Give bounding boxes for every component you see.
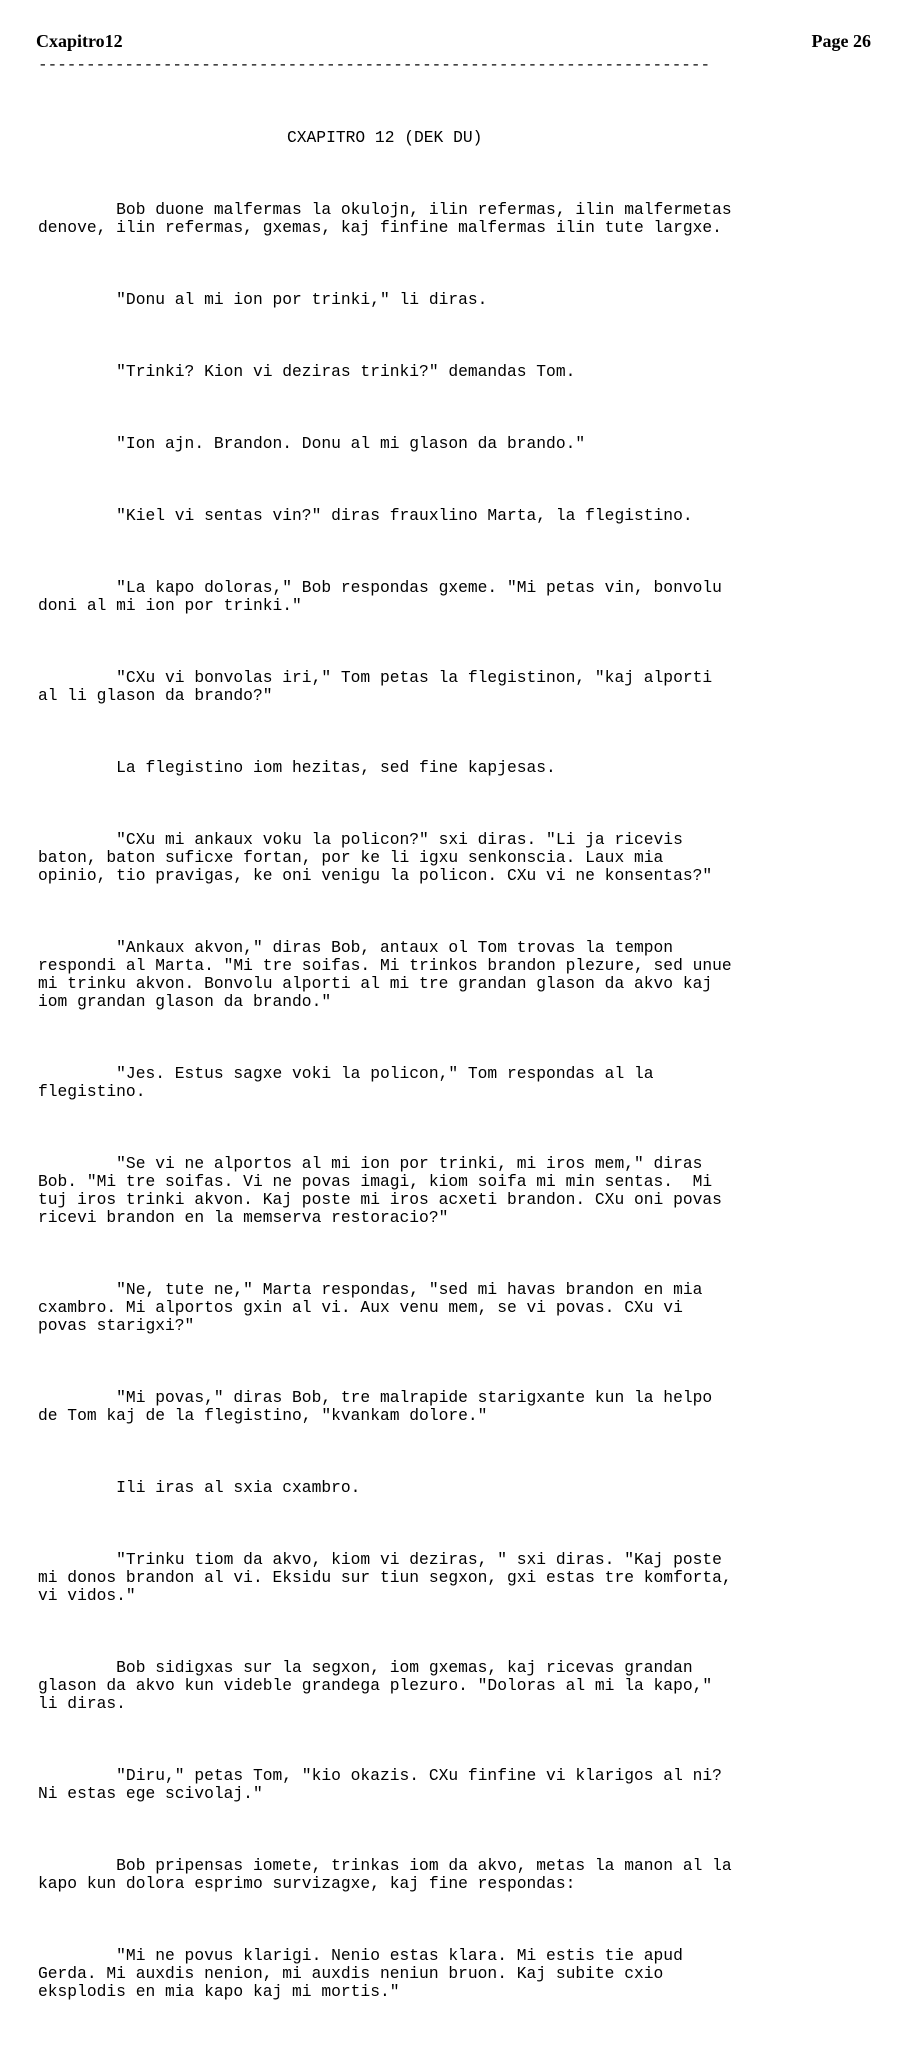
paragraph: "CXu mi ankaux voku la policon?" sxi diras. "Li ja ricevis baton, baton suficxe fortan, por ke li igxu senkonscia. Laux mia opinio, tio pravigas, ke oni venigu la policon. CXu vi ne konsentas?" — [38, 830, 713, 885]
paragraph: La flegistino iom hezitas, sed fine kapjesas. — [38, 758, 556, 777]
paragraph: Ili iras al sxia cxambro. — [38, 1478, 361, 1497]
paragraph: Bob duone malfermas la okulojn, ilin refermas, ilin malfermetas denove, ilin refermas, gxemas, kaj finfine malfermas ilin tute largxe. — [38, 200, 732, 237]
paragraph: "Mi ne povus klarigi. Nenio estas klara. Mi estis tie apud Gerda. Mi auxdis nenion, mi auxdis neniun bruon. Kaj subite cxio eksplodis en mia kapo kaj mi mortis." — [38, 1946, 683, 2001]
running-header-page-number: Page 26 — [811, 31, 871, 51]
paragraph: Bob pripensas iomete, trinkas iom da akvo, metas la manon al la kapo kun dolora esprimo survizagxe, kaj fine respondas: — [38, 1856, 732, 1893]
running-header-chapter: Cxapitro12 — [36, 31, 123, 51]
paragraph: "Ne, tute ne," Marta respondas, "sed mi havas brandon en mia cxambro. Mi alportos gxin al vi. Aux venu mem, se vi povas. CXu vi povas starigxi?" — [38, 1280, 703, 1335]
paragraph: "Mi povas," diras Bob, tre malrapide starigxante kun la helpo de Tom kaj de la flegistino, "kvankam dolore." — [38, 1388, 713, 1425]
paragraph: "Diru," petas Tom, "kio okazis. CXu finfine vi klarigos al ni? Ni estas ege scivolaj." — [38, 1766, 722, 1803]
paragraph: "Ankaux akvon," diras Bob, antaux ol Tom trovas la tempon respondi al Marta. "Mi tre soifas. Mi trinkos brandon plezure, sed unue mi trinku akvon. Bonvolu alporti al mi tre grandan glason da akvo kaj iom grandan glason da brando." — [38, 938, 732, 1011]
paragraph: "Ion ajn. Brandon. Donu al mi glason da brando." — [38, 434, 586, 453]
paragraph: "La kapo doloras," Bob respondas gxeme. "Mi petas vin, bonvolu doni al mi ion por trinki." — [38, 578, 722, 615]
paragraph: Bob sidigxas sur la segxon, iom gxemas, kaj ricevas grandan glason da akvo kun videble grandega plezuro. "Doloras al mi la kapo," li diras. — [38, 1658, 713, 1713]
paragraph: "Kiel vi sentas vin?" diras frauxlino Marta, la flegistino. — [38, 506, 693, 525]
paragraph: "Trinki? Kion vi deziras trinki?" demandas Tom. — [38, 362, 576, 381]
chapter-title: CXAPITRO 12 (DEK DU) — [287, 128, 483, 147]
paragraph: "Se vi ne alportos al mi ion por trinki, mi iros mem," diras Bob. "Mi tre soifas. Vi ne povas imagi, kiom soifa mi min sentas. Mi tuj iros trinki akvon. Kaj poste mi iros acxeti brandon. CXu oni povas ricevi brandon en la memserva restoracio?" — [38, 1154, 722, 1227]
header-rule: ---------------------------------------------------------------------- — [38, 56, 711, 74]
paragraph: "Donu al mi ion por trinki," li diras. — [38, 290, 488, 309]
paragraph: "Trinku tiom da akvo, kiom vi deziras, " sxi diras. "Kaj poste mi donos brandon al vi. Eksidu sur tiun segxon, gxi estas tre komforta, vi vidos." — [38, 1550, 732, 1605]
document-body — [38, 93, 898, 2055]
paragraph: "CXu vi bonvolas iri," Tom petas la flegistinon, "kaj alporti al li glason da brando?" — [38, 668, 713, 705]
paragraph: "Jes. Estus sagxe voki la policon," Tom respondas al la flegistino. — [38, 1064, 654, 1101]
